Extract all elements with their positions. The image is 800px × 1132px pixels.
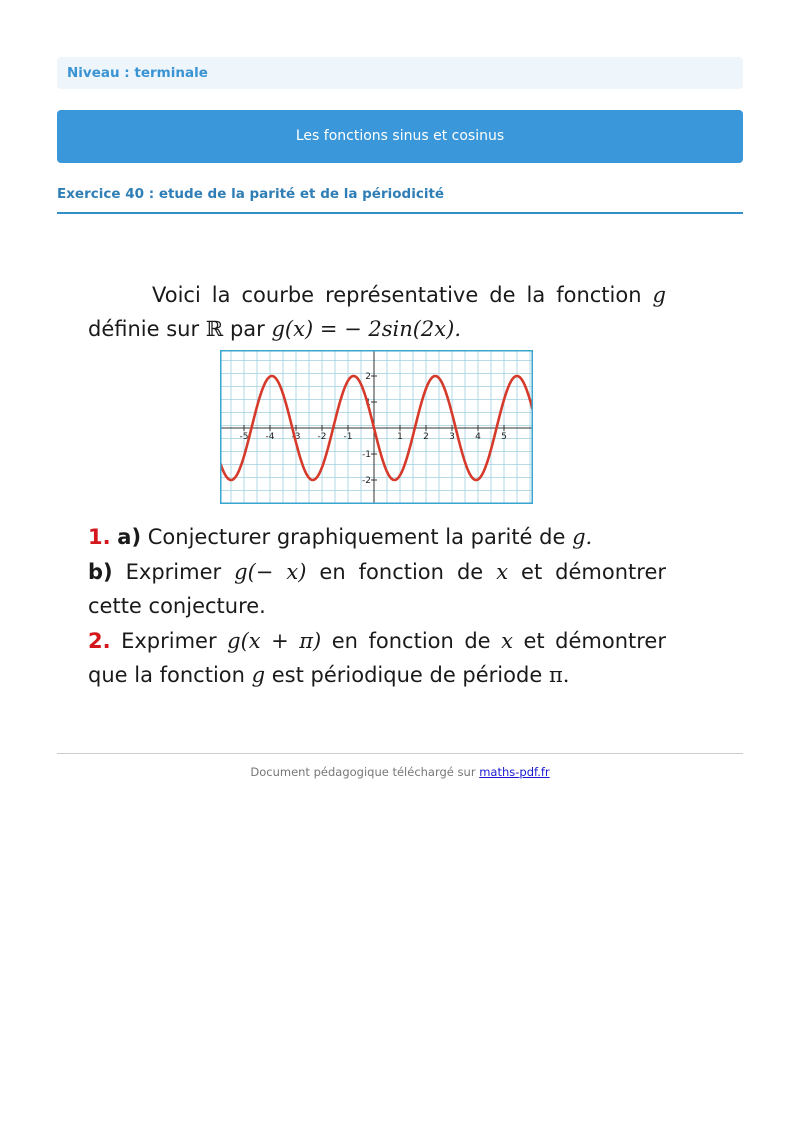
footer-link[interactable]: maths-pdf.fr [479,765,550,779]
question-2-variable: x [501,628,513,653]
level-badge: Niveau : terminale [57,57,743,89]
function-formula: g(x) = − 2sin(2x). [271,317,462,341]
x-tick-label: 4 [475,432,481,442]
question-1a-text: Conjecturer graphiquement la parité de [147,525,566,549]
function-graph [220,350,533,504]
question-2-function: g [251,663,266,687]
x-tick-label: -4 [265,432,275,442]
question-1b-text-start: Exprimer [125,559,222,584]
question-2-text-end: et démontrer [523,628,666,653]
real-set-symbol: ℝ [205,317,224,341]
x-tick-label: -2 [317,432,327,442]
question-1b-text-mid: en fonction de [319,559,484,584]
y-tick-label: 2 [365,372,371,382]
question-1-number: 1. [88,525,111,549]
x-tick-label: -1 [343,432,353,442]
chapter-banner: Les fonctions sinus et cosinus [57,110,743,163]
intro-domain-text: définie sur [88,317,200,341]
question-2-line2-start: que la fonction [88,663,245,687]
questions [88,520,666,693]
x-tick-label: 5 [501,432,507,442]
question-1b-line2: cette conjecture. [88,594,266,618]
question-2-text-mid: en fonction de [331,628,491,653]
question-2-period: π. [548,663,570,687]
intro-par-text: par [229,317,265,341]
question-1b-variable: x [496,559,509,584]
question-2-text-start: Exprimer [121,628,217,653]
question-2-expression: g(x + π) [227,628,322,653]
title-divider [57,212,743,214]
question-2-number: 2. [88,628,111,653]
x-tick-label: 2 [423,432,429,442]
y-tick-label: 1 [365,398,371,408]
question-2-line2-mid: est périodique de période [271,663,543,687]
footer-text: Document pédagogique téléchargé sur [250,765,476,779]
question-1a-function: g. [572,525,593,549]
question-1b-expression: g(− x) [234,559,307,584]
y-tick-label: -2 [362,476,371,486]
exercise-intro [88,278,666,346]
graph-svg [220,350,533,504]
x-tick-label: -3 [291,432,301,442]
x-tick-label: 3 [449,432,455,442]
y-tick-label: -1 [362,450,371,460]
question-1a-label: a) [117,525,142,549]
intro-function-name: g [652,283,666,307]
footer [57,765,743,779]
question-1b-label: b) [88,559,113,584]
question-1b-text-end: et démontrer [521,559,667,584]
x-tick-label: 1 [397,432,403,442]
x-tick-label: -5 [239,432,249,442]
footer-divider [57,753,743,754]
exercise-title: Exercice 40 : etude de la parité et de la périodicité [57,186,445,202]
intro-text: Voici la courbe représentative de la fonction [152,283,642,307]
